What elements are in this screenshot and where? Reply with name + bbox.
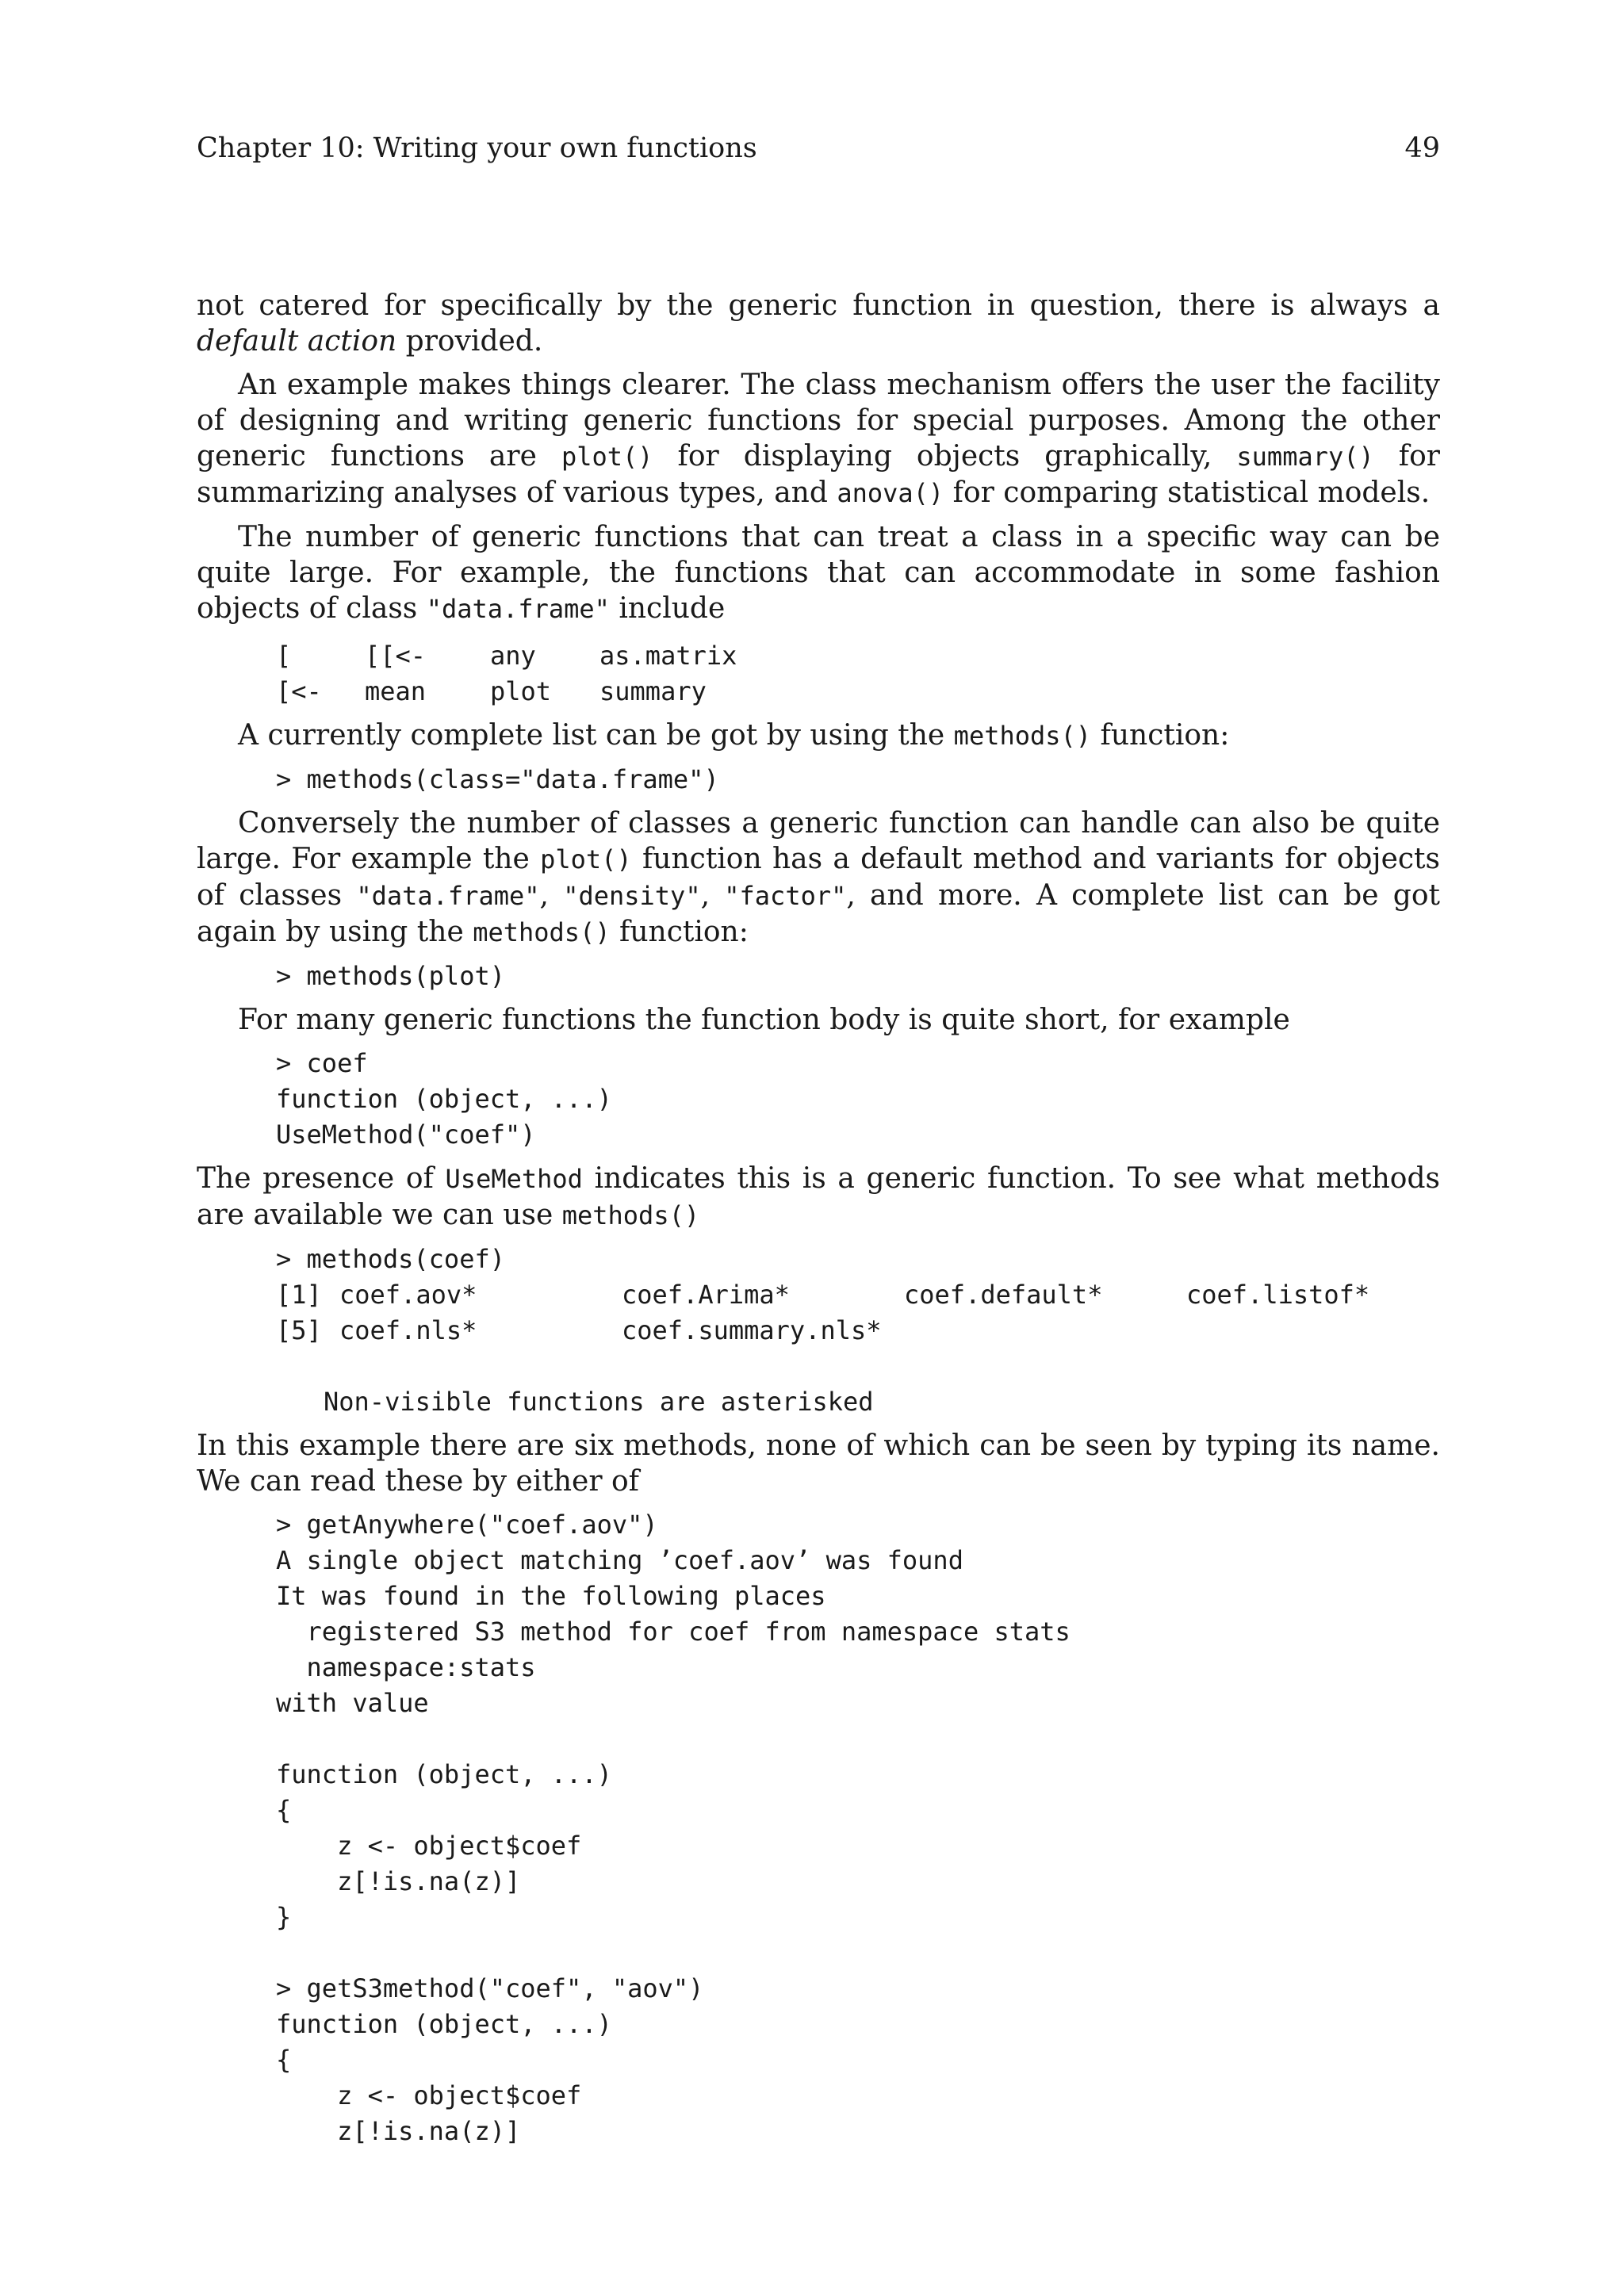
code-block-methods-coef: > methods(coef) [276,1244,505,1274]
page-header [197,131,1440,166]
paragraph-methods-list: A currently complete list can be got by using the methods() function: [238,719,1230,752]
table-cell [904,1313,1186,1349]
code-block-coef: > coef function (object, ...) UseMethod("coef") [276,1048,612,1150]
table-cell: coef.listof* [1186,1280,1370,1310]
inline-code: UseMethod [445,1164,583,1194]
inline-code: summary() [1236,442,1374,472]
table-cell: plot [490,676,552,706]
inline-code: plot() [561,442,653,472]
inline-code: methods() [953,721,1092,751]
table-row [276,1277,1369,1313]
paragraph-conversely: Conversely the number of classes a generic function can handle can also be quite large. For example the plot() function has a default method and variants for objects of classes "data.frame", "density", "factor", and more. A complete list can be got again by using the methods() function: [197,807,1441,948]
table-cell: [[<- [365,641,427,671]
paragraph-short-body: For many generic functions the function body is quite short, for example [238,1004,1290,1036]
table-cell: as.matrix [599,641,737,671]
code-block-getanywhere: > getAnywhere("coef.aov") A single object matching ’coef.aov’ was found It was found in the following places registered S3 method for coef from namespace stats namespace:stats with value function (object, ...) { z <- object$coef z[!is.na(z)] } > getS3method("coef", "aov") function (object, ...) { z <- object$coef z[!is.na(z)] [276,1510,1071,2146]
table-row [276,1313,1369,1349]
page-number: 49 [1404,132,1440,164]
inline-code: plot() [540,844,632,874]
table-row [276,674,737,710]
table-cell: coef.default* [904,1280,1103,1310]
inline-code: methods() [473,917,611,947]
table-cell: [ [276,641,292,671]
chapter-title: Chapter 10: Writing your own functions [197,132,757,164]
inline-code: "data.frame" [356,881,540,911]
table-cell: [5] [276,1315,322,1345]
code-block-methods-plot: > methods(plot) [276,961,505,991]
paragraph-six-methods: In this example there are six methods, none of which can be seen by typing its name. We can read these by either of [197,1429,1440,1498]
page-body [197,288,1440,2149]
generic-functions-table [276,638,737,710]
inline-code: anova() [837,478,944,508]
table-cell: [1] [276,1280,322,1310]
paragraph-usemethod: The presence of UseMethod indicates this is a generic function. To see what methods are available we can use methods() [197,1162,1440,1231]
code-block-methods-class: > methods(class="data.frame") [276,764,719,794]
inline-code: "factor" [724,881,847,911]
table-cell: mean [365,676,427,706]
table-cell: coef.aov* [339,1280,477,1310]
paragraph-class-mechanism: An example makes things clearer. The class mechanism offers the user the facility of designing and writing generic functions for special purposes. Among the other generic functions are plot() for displaying objects graphically, summary() for summarizing analyses of various types, and anova() for comparing statistical models. [197,369,1441,509]
table-cell: summary [599,676,707,706]
table-cell: [<- [276,676,322,706]
table-cell [1186,1313,1369,1349]
inline-code: "density" [563,881,701,911]
table-row [276,638,737,674]
inline-code: "data.frame" [426,594,610,624]
table-cell: any [490,641,536,671]
emphasis-default-action: default action [197,325,397,358]
inline-code: methods() [561,1200,700,1230]
paragraph-generic-count: The number of generic functions that can treat a class in a specific way can be quite large. For example, the functions that can accommodate in some fashion objects of class "data.frame" include [197,521,1440,625]
paragraph-default-action: not catered for specifically by the generic function in question, there is always a default action provided. [197,289,1440,358]
table-cell: coef.summary.nls* [622,1315,882,1345]
table-cell: coef.Arima* [622,1280,790,1310]
methods-output-table [276,1277,1369,1349]
table-cell: coef.nls* [339,1315,477,1345]
nonvisible-note: Non-visible functions are asterisked [324,1387,874,1417]
